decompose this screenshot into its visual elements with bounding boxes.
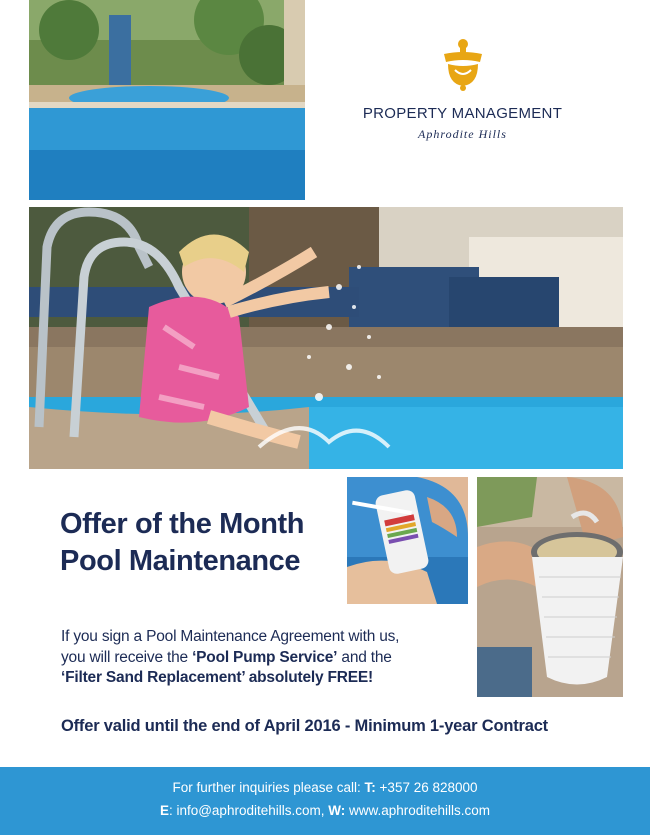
offer-validity: Offer valid until the end of April 2016 - Minimum 1-year Contract	[61, 717, 548, 735]
offer-headline	[60, 506, 350, 580]
offer-description	[61, 627, 471, 689]
phone-number[interactable]: +357 26 828000	[375, 780, 478, 795]
water-test-photo	[347, 477, 468, 604]
email-label: E	[159, 803, 169, 818]
footer-phone-line	[0, 780, 650, 795]
door-knocker-icon	[440, 38, 486, 92]
pool-pump-service-label: ‘Pool Pump Service’	[192, 648, 338, 666]
body-line2-suffix: and the	[337, 648, 392, 666]
phone-label: T:	[364, 780, 376, 795]
filter-sand-label: ‘Filter Sand Replacement’ absolutely FREE!	[61, 669, 374, 686]
contact-footer	[0, 767, 650, 835]
web-label: W:	[328, 803, 346, 818]
footer-inquiries-text: For further inquiries please call:	[172, 780, 365, 795]
brand-subtitle: Aphrodite Hills	[418, 127, 507, 141]
body-line3	[61, 668, 471, 689]
headline-line2: Pool Maintenance	[60, 545, 301, 577]
footer-contact-line	[0, 803, 650, 818]
web-link[interactable]: www.aphroditehills.com	[345, 803, 491, 818]
filter-basket-photo	[477, 477, 623, 697]
body-line2	[61, 648, 471, 669]
child-pool-photo	[29, 207, 623, 469]
pool-photo	[29, 0, 305, 200]
body-line2-prefix: you will receive the	[61, 648, 193, 666]
email-link[interactable]: : info@aphroditehills.com,	[168, 803, 329, 818]
headline-line1: Offer of the Month	[60, 508, 305, 540]
brand-title: PROPERTY MANAGEMENT	[362, 105, 563, 122]
body-line1: If you sign a Pool Maintenance Agreement with us,	[61, 628, 400, 645]
